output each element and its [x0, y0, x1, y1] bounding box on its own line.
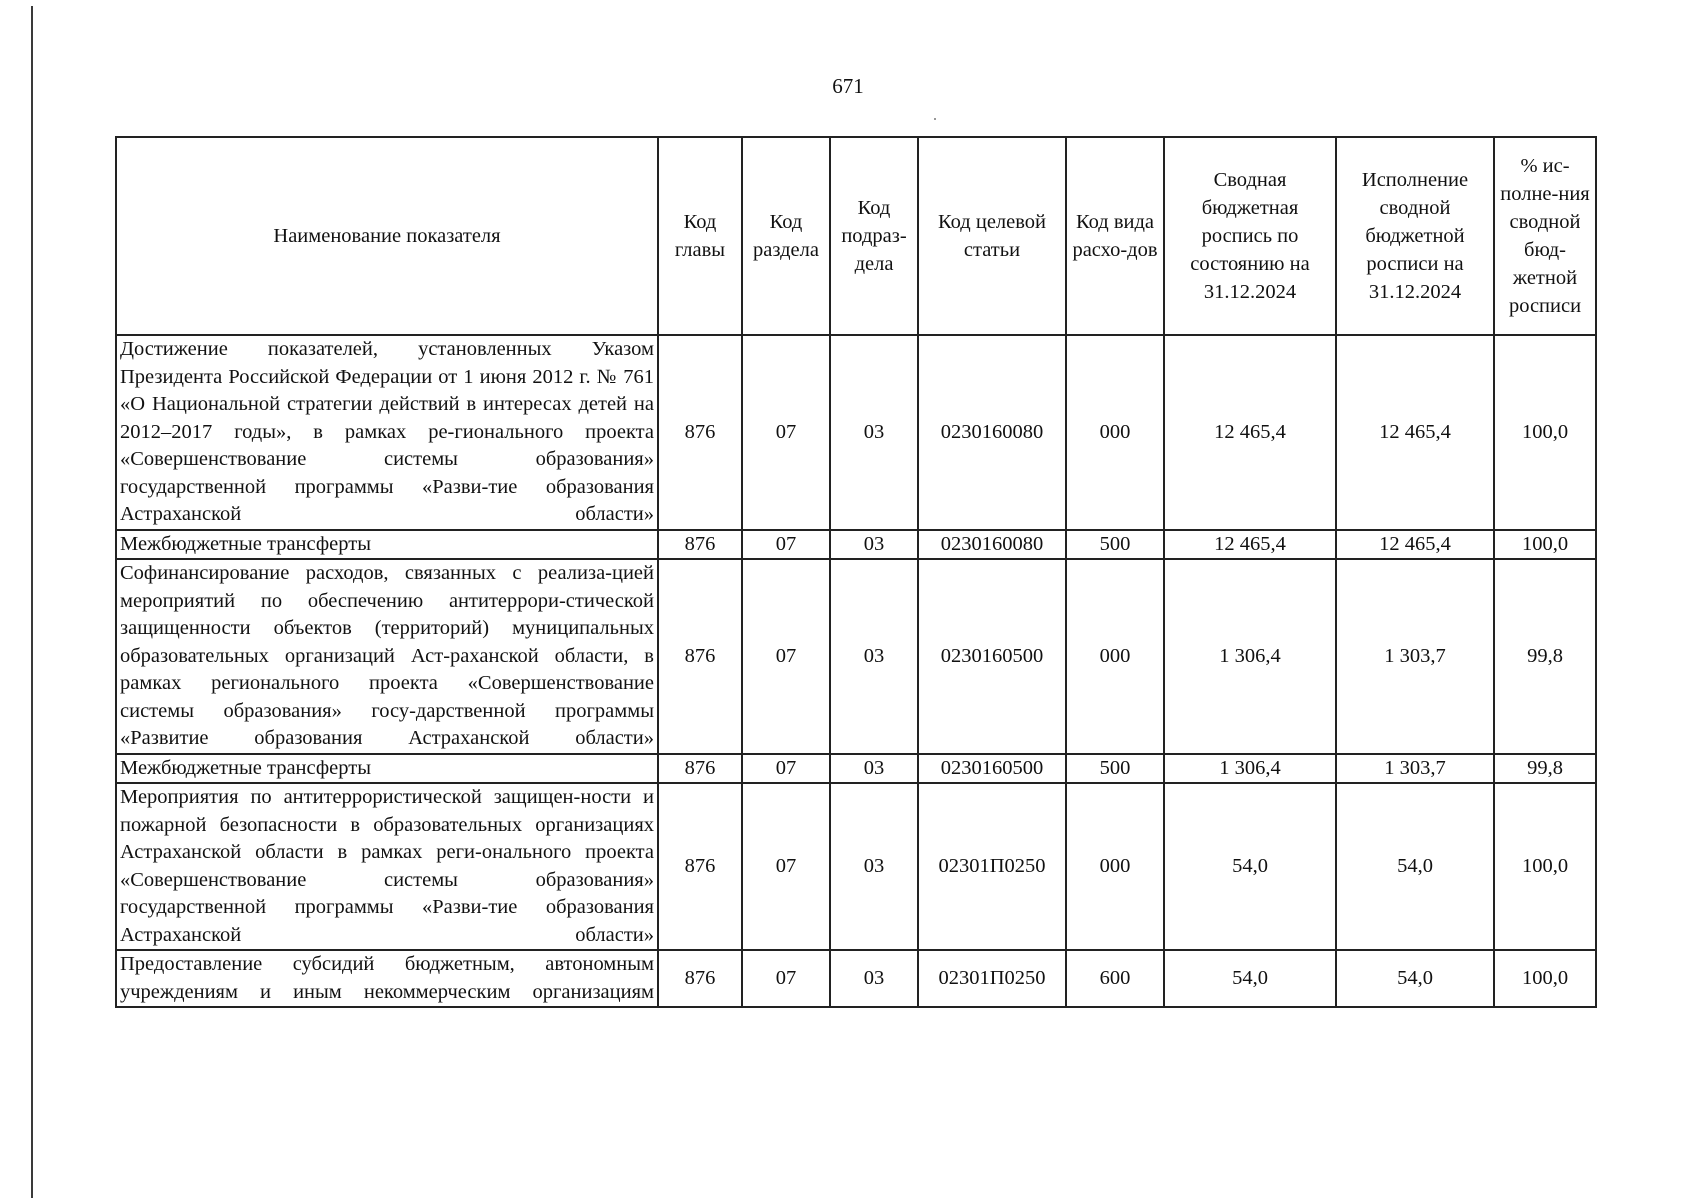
- row-subsection-code: 03: [830, 950, 918, 1007]
- row-section-code: 07: [742, 335, 830, 530]
- row-execution-percent: 100,0: [1494, 335, 1596, 530]
- row-expense-type-code: 500: [1066, 530, 1164, 560]
- row-budget-execution: 1 303,7: [1336, 754, 1494, 784]
- row-budget-plan: 1 306,4: [1164, 559, 1336, 754]
- row-section-code: 07: [742, 950, 830, 1007]
- row-budget-execution: 54,0: [1336, 950, 1494, 1007]
- row-indicator-name: Межбюджетные трансферты: [116, 530, 658, 560]
- page-number: 671: [832, 74, 864, 98]
- row-chapter-code: 876: [658, 530, 742, 560]
- row-execution-percent: 100,0: [1494, 783, 1596, 950]
- row-section-code: 07: [742, 754, 830, 784]
- row-chapter-code: 876: [658, 335, 742, 530]
- row-subsection-code: 03: [830, 783, 918, 950]
- row-budget-execution: 12 465,4: [1336, 335, 1494, 530]
- budget-execution-table: [115, 136, 1597, 1008]
- table-row: [116, 950, 1596, 1007]
- row-section-code: 07: [742, 783, 830, 950]
- header-execution-percent: % ис-полне-ния сводной бюд-жетной росписи: [1494, 137, 1596, 335]
- scan-speck: [934, 118, 936, 120]
- row-indicator-name: Предоставление субсидий бюджетным, автономным учреждениям и иным некоммерческим организациям: [116, 950, 658, 1007]
- row-budget-plan: 12 465,4: [1164, 335, 1336, 530]
- header-target-code: Код целевой статьи: [918, 137, 1066, 335]
- row-indicator-name: Межбюджетные трансферты: [116, 754, 658, 784]
- row-budget-plan: 12 465,4: [1164, 530, 1336, 560]
- row-target-code: 0230160500: [918, 754, 1066, 784]
- row-indicator-name: Мероприятия по антитеррористической защищен-ности и пожарной безопасности в образовательных организациях Астраханской области в рамках реги-онального проекта «Совершенствование системы образования» государственной программы «Разви-тие образования Астраханской области»: [116, 783, 658, 950]
- row-execution-percent: 99,8: [1494, 754, 1596, 784]
- row-expense-type-code: 500: [1066, 754, 1164, 784]
- row-subsection-code: 03: [830, 754, 918, 784]
- table-row: [116, 754, 1596, 784]
- row-budget-plan: 54,0: [1164, 950, 1336, 1007]
- row-target-code: 0230160080: [918, 530, 1066, 560]
- table-row: [116, 559, 1596, 754]
- row-target-code: 0230160080: [918, 335, 1066, 530]
- row-expense-type-code: 600: [1066, 950, 1164, 1007]
- row-chapter-code: 876: [658, 950, 742, 1007]
- row-subsection-code: 03: [830, 530, 918, 560]
- header-budget-plan: Сводная бюджетная роспись по состоянию на 31.12.2024: [1164, 137, 1336, 335]
- row-execution-percent: 100,0: [1494, 530, 1596, 560]
- row-subsection-code: 03: [830, 335, 918, 530]
- header-budget-execution: Исполнение сводной бюджетной росписи на 31.12.2024: [1336, 137, 1494, 335]
- row-budget-execution: 54,0: [1336, 783, 1494, 950]
- row-chapter-code: 876: [658, 559, 742, 754]
- left-margin-rule: [31, 6, 33, 1198]
- row-indicator-name: Софинансирование расходов, связанных с реализа-цией мероприятий по обеспечению антитеррори-стической защищенности объектов (территорий) муниципальных образовательных организаций Аст-раханской области, в рамках регионального проекта «Совершенствование системы образования» госу-дарственной программы «Развитие образования Астраханской области»: [116, 559, 658, 754]
- row-budget-execution: 1 303,7: [1336, 559, 1494, 754]
- row-expense-type-code: 000: [1066, 559, 1164, 754]
- row-subsection-code: 03: [830, 559, 918, 754]
- row-section-code: 07: [742, 559, 830, 754]
- row-chapter-code: 876: [658, 754, 742, 784]
- row-chapter-code: 876: [658, 783, 742, 950]
- header-section-code: Код раздела: [742, 137, 830, 335]
- row-budget-plan: 1 306,4: [1164, 754, 1336, 784]
- header-chapter-code: Код главы: [658, 137, 742, 335]
- table-row: [116, 783, 1596, 950]
- header-expense-type-code: Код вида расхо-дов: [1066, 137, 1164, 335]
- row-expense-type-code: 000: [1066, 783, 1164, 950]
- row-section-code: 07: [742, 530, 830, 560]
- header-indicator-name: Наименование показателя: [116, 137, 658, 335]
- row-execution-percent: 99,8: [1494, 559, 1596, 754]
- table-header-row: [116, 137, 1596, 335]
- row-target-code: 0230160500: [918, 559, 1066, 754]
- table-row: [116, 335, 1596, 530]
- table-row: [116, 530, 1596, 560]
- header-subsection-code: Код подраз-дела: [830, 137, 918, 335]
- row-budget-execution: 12 465,4: [1336, 530, 1494, 560]
- row-budget-plan: 54,0: [1164, 783, 1336, 950]
- row-target-code: 02301П0250: [918, 950, 1066, 1007]
- row-expense-type-code: 000: [1066, 335, 1164, 530]
- row-execution-percent: 100,0: [1494, 950, 1596, 1007]
- row-indicator-name: Достижение показателей, установленных Указом Президента Российской Федерации от 1 июня 2012 г. № 761 «О Национальной стратегии действий в интересах детей на 2012–2017 годы», в рамках ре-гионального проекта «Совершенствование системы образования» государственной программы «Разви-тие образования Астраханской области»: [116, 335, 658, 530]
- row-target-code: 02301П0250: [918, 783, 1066, 950]
